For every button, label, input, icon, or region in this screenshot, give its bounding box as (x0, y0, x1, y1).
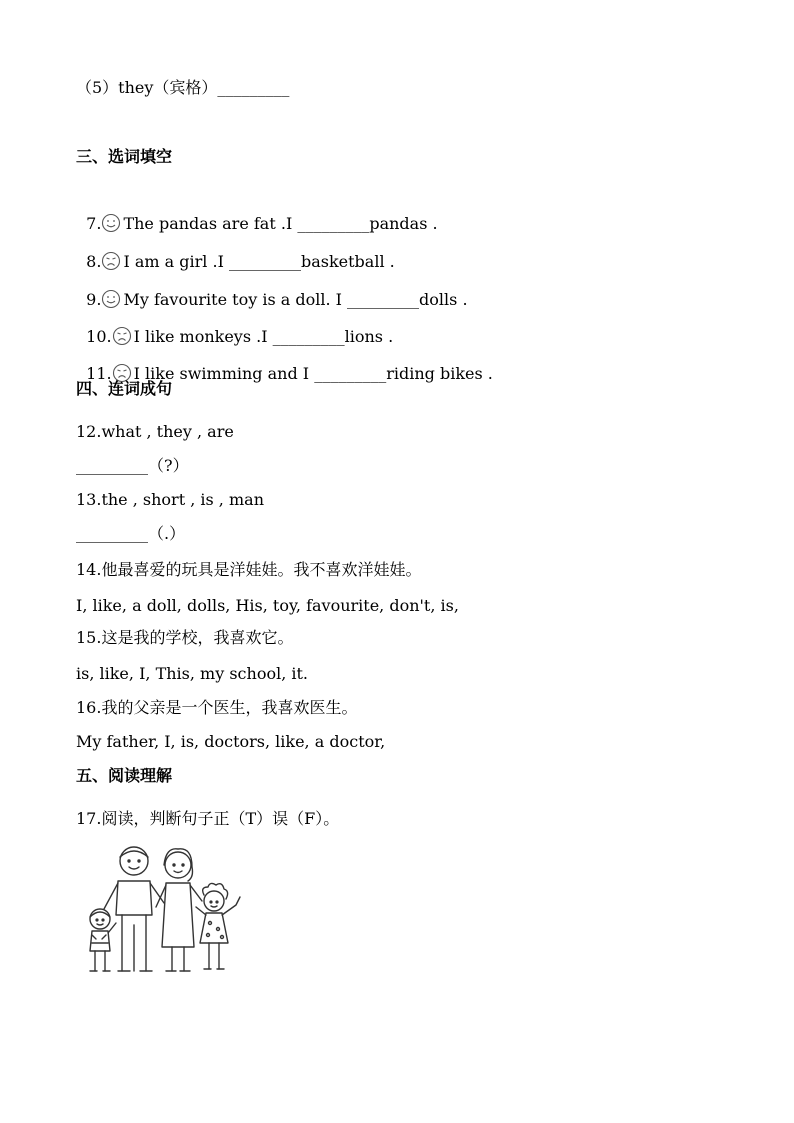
section-4-heading: 四、连词成句 (76, 379, 173, 398)
question-15-words: is, like, I, This, my school, it. (76, 664, 308, 683)
smile-icon (101, 213, 121, 233)
question-9 (76, 269, 468, 310)
question-17-prompt: 17.阅读，判断句子正（T）误（F）。 (76, 809, 340, 828)
question-12-prompt: 12.what , they , are (76, 422, 234, 441)
question-13-prompt: 13.the , short , is , man (76, 490, 264, 509)
question-text: The pandas are fat .I _________pandas . (123, 214, 438, 233)
question-15-prompt: 15.这是我的学校，我喜欢它。 (76, 628, 294, 647)
question-number: 10. (86, 327, 112, 346)
question-text: I like monkeys .I _________lions . (133, 327, 394, 346)
question-14-prompt: 14.他最喜爱的玩具是洋娃娃。我不喜欢洋娃娃。 (76, 560, 422, 579)
question-text: My favourite toy is a doll. I _________dolls . (123, 290, 468, 309)
question-number: 8. (86, 252, 102, 271)
question-16-words: My father, I, is, doctors, like, a doctor, (76, 732, 386, 751)
question-number: 11. (86, 364, 112, 383)
question-12-answer: _________（?） (76, 456, 189, 475)
question-number: 7. (86, 214, 102, 233)
frown-icon (101, 251, 121, 271)
question-7 (76, 193, 438, 234)
question-8 (76, 231, 395, 272)
section-5-heading: 五、阅读理解 (76, 766, 173, 785)
question-text: I am a girl .I _________basketball . (123, 252, 395, 271)
question-13-answer: _________（.） (76, 524, 186, 543)
question-14-words: I, like, a doll, dolls, His, toy, favourite, don't, is, (76, 596, 459, 615)
item-5-pronoun: （5）they（宾格）_________ (76, 78, 290, 97)
question-text: I like swimming and I _________riding bikes . (133, 364, 493, 383)
question-11 (76, 343, 493, 384)
section-3-heading: 三、选词填空 (76, 147, 173, 166)
question-number: 9. (86, 290, 102, 309)
family-illustration (82, 843, 252, 983)
question-10 (76, 306, 393, 347)
question-16-prompt: 16.我的父亲是一个医生，我喜欢医生。 (76, 698, 358, 717)
